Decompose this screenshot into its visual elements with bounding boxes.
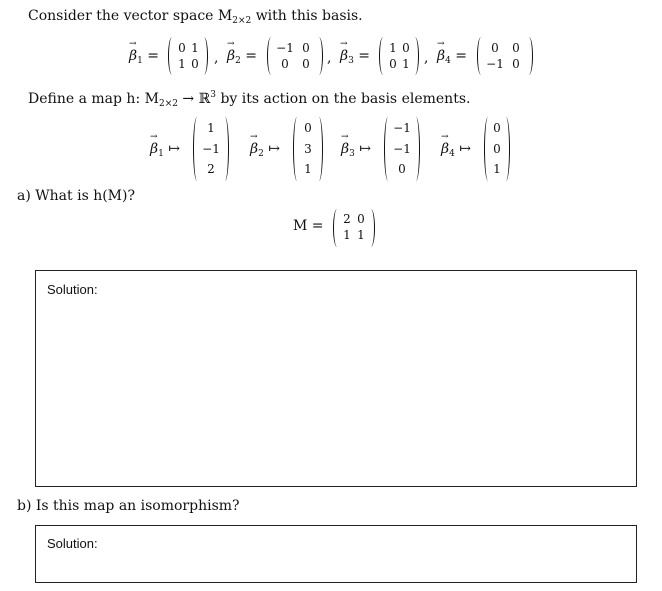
basis-2-matrix: −1 0 0 0	[267, 37, 323, 75]
intro-space: $M_{2\times 2}$	[217, 8, 252, 26]
image-2-label: → $\beta_2$ ↦	[250, 142, 280, 159]
m-matrix: 2 0 1 1	[333, 209, 375, 247]
basis-comma-1: ,	[214, 50, 219, 66]
solution-box-b[interactable]	[35, 525, 637, 583]
solution-a-label: Solution:	[47, 282, 98, 297]
basis-row	[0, 34, 662, 78]
define-domain: $M_{2\times 2}$	[144, 91, 178, 109]
define-line	[28, 91, 470, 109]
basis-1-matrix: 0 1 1 0	[168, 37, 208, 75]
m-label: M =	[293, 218, 324, 234]
intro-line	[28, 9, 363, 26]
define-arrow: →	[182, 91, 195, 107]
define-text: Define a map h:	[28, 91, 141, 107]
solution-box-a[interactable]	[35, 270, 637, 487]
image-3-vector: −1 −1 0	[384, 117, 420, 181]
part-b-question: b) Is this map an isomorphism?	[17, 498, 240, 514]
basis-2-label: → $\beta_2$ =	[227, 49, 257, 66]
basis-3-label: → $\beta_3$ =	[340, 49, 370, 66]
images-row	[0, 115, 662, 183]
basis-comma-3: ,	[424, 50, 429, 66]
image-1-label: → $\beta_1$ ↦	[150, 142, 180, 159]
image-2-vector: 0 3 1	[293, 117, 323, 181]
solution-b-label: Solution:	[47, 536, 98, 551]
basis-1-label: → $\beta_1$ =	[129, 49, 159, 66]
image-3-label: → $\beta_3$ ↦	[341, 142, 371, 159]
basis-4-matrix: 0 0 −1 0	[477, 37, 533, 75]
image-4-label: → $\beta_4$ ↦	[441, 142, 471, 159]
basis-comma-2: ,	[327, 50, 332, 66]
basis-4-label: → $\beta_4$ =	[437, 49, 467, 66]
define-tail: by its action on the basis elements.	[220, 91, 471, 107]
basis-3-matrix: 1 0 0 1	[379, 37, 419, 75]
intro-tail: with this basis.	[255, 8, 363, 24]
image-4-vector: 0 0 1	[484, 117, 510, 181]
part-a-question: a) What is h(M)?	[17, 188, 135, 204]
intro-text: Consider the vector space	[28, 8, 214, 24]
image-1-vector: 1 −1 2	[193, 117, 229, 181]
define-codomain: ℝ$^3$	[198, 90, 216, 107]
